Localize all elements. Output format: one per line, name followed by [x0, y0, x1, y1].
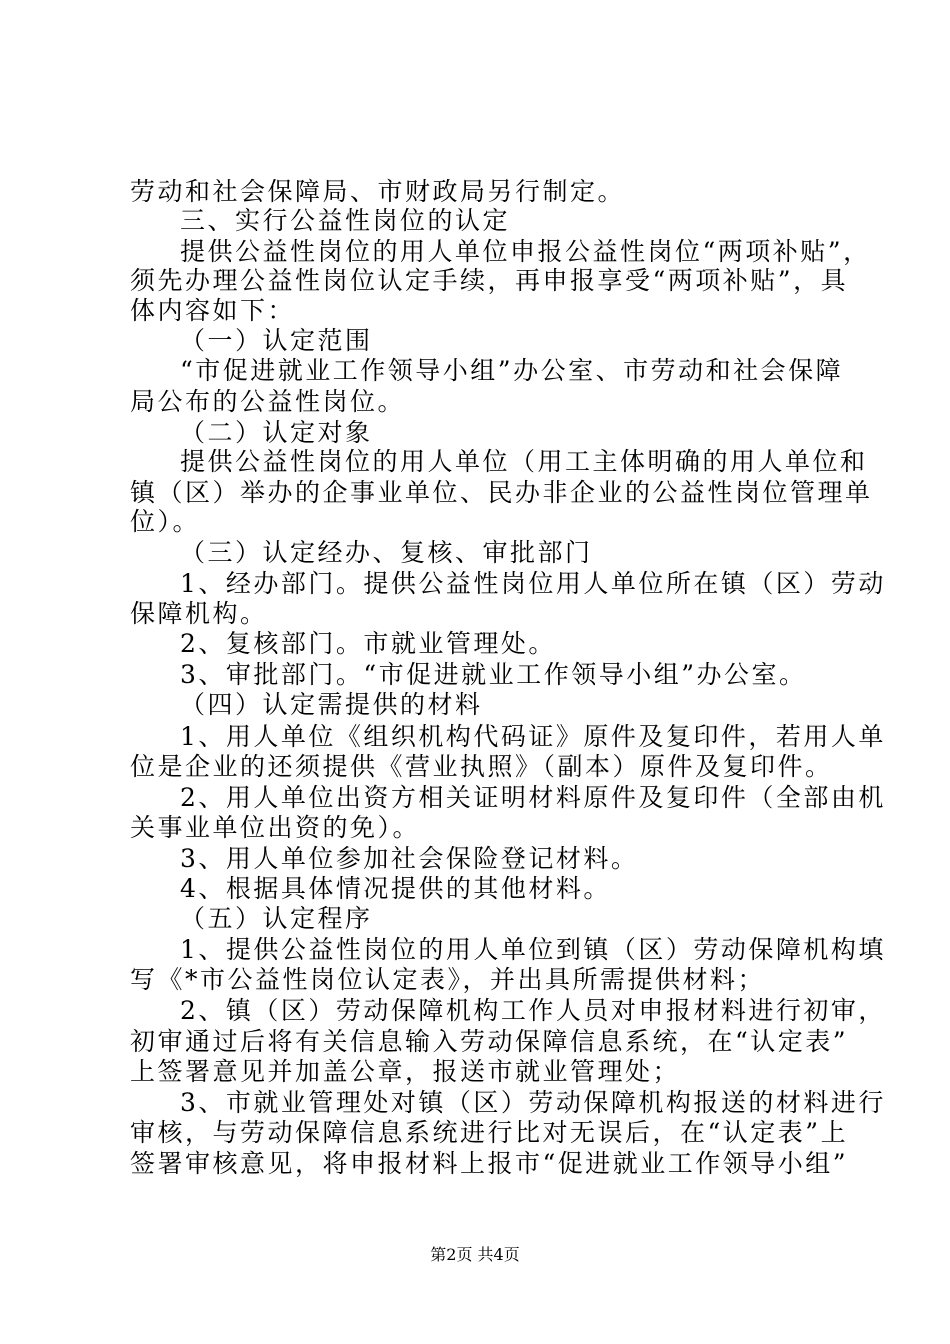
- body-line: 3、市就业管理处对镇（区）劳动保障机构报送的材料进行: [180, 1088, 886, 1117]
- body-line: 1、用人单位《组织机构代码证》原件及复印件，若用人单: [180, 722, 886, 751]
- body-line: 1、提供公益性岗位的用人单位到镇（区）劳动保障机构填: [180, 935, 886, 964]
- body-line: 初审通过后将有关信息输入劳动保障信息系统，在“认定表”: [130, 1027, 849, 1056]
- body-line: 体内容如下：: [130, 296, 296, 325]
- body-line: 签署审核意见，将申报材料上报市“促进就业工作领导小组”: [130, 1149, 849, 1178]
- subsection-heading: （四）认定需提供的材料: [180, 690, 483, 719]
- subsection-heading: （一）认定范围: [180, 326, 373, 355]
- body-line: 1、经办部门。提供公益性岗位用人单位所在镇（区）劳动: [180, 569, 886, 598]
- body-line: 局公布的公益性岗位。: [130, 387, 406, 416]
- body-line: 提供公益性岗位的用人单位申报公益性岗位“两项补贴”，: [180, 237, 871, 266]
- body-line: 3、用人单位参加社会保险登记材料。: [180, 844, 639, 873]
- subsection-heading: （二）认定对象: [180, 418, 373, 447]
- body-line: 关事业单位出资的免）。: [130, 813, 421, 842]
- body-line: 镇（区）举办的企事业单位、民办非企业的公益性岗位管理单: [130, 478, 873, 507]
- body-line: 3、审批部门。“市促进就业工作领导小组”办公室。: [180, 660, 807, 689]
- body-line: 劳动和社会保障局、市财政局另行制定。: [130, 177, 626, 206]
- body-line: 审核，与劳动保障信息系统进行比对无误后，在“认定表”上: [130, 1118, 849, 1147]
- body-line: 上签署意见并加盖公章，报送市就业管理处；: [130, 1057, 681, 1086]
- body-line: 保障机构。: [130, 599, 268, 628]
- page-number-footer: 第2页 共4页: [430, 1245, 520, 1264]
- body-line: 4、根据具体情况提供的其他材料。: [180, 874, 611, 903]
- body-line: 2、复核部门。市就业管理处。: [180, 629, 556, 658]
- body-line: 2、用人单位出资方相关证明材料原件及复印件（全部由机: [180, 783, 886, 812]
- body-line: 位是企业的还须提供《营业执照》（副本）原件及复印件。: [130, 752, 833, 781]
- body-line: 位）。: [130, 507, 201, 536]
- section-heading: 三、实行公益性岗位的认定: [180, 206, 511, 235]
- body-line: 提供公益性岗位的用人单位（用工主体明确的用人单位和: [180, 447, 868, 476]
- body-line: 须先办理公益性岗位认定手续，再申报享受“两项补贴”，具: [130, 266, 849, 295]
- body-line: 2、镇（区）劳动保障机构工作人员对申报材料进行初审，: [180, 996, 886, 1025]
- body-line: 写《*市公益性岗位认定表》，并出具所需提供材料；: [130, 965, 766, 994]
- subsection-heading: （三）认定经办、复核、审批部门: [180, 538, 593, 567]
- subsection-heading: （五）认定程序: [180, 904, 373, 933]
- body-line: “市促进就业工作领导小组”办公室、市劳动和社会保障: [180, 356, 844, 385]
